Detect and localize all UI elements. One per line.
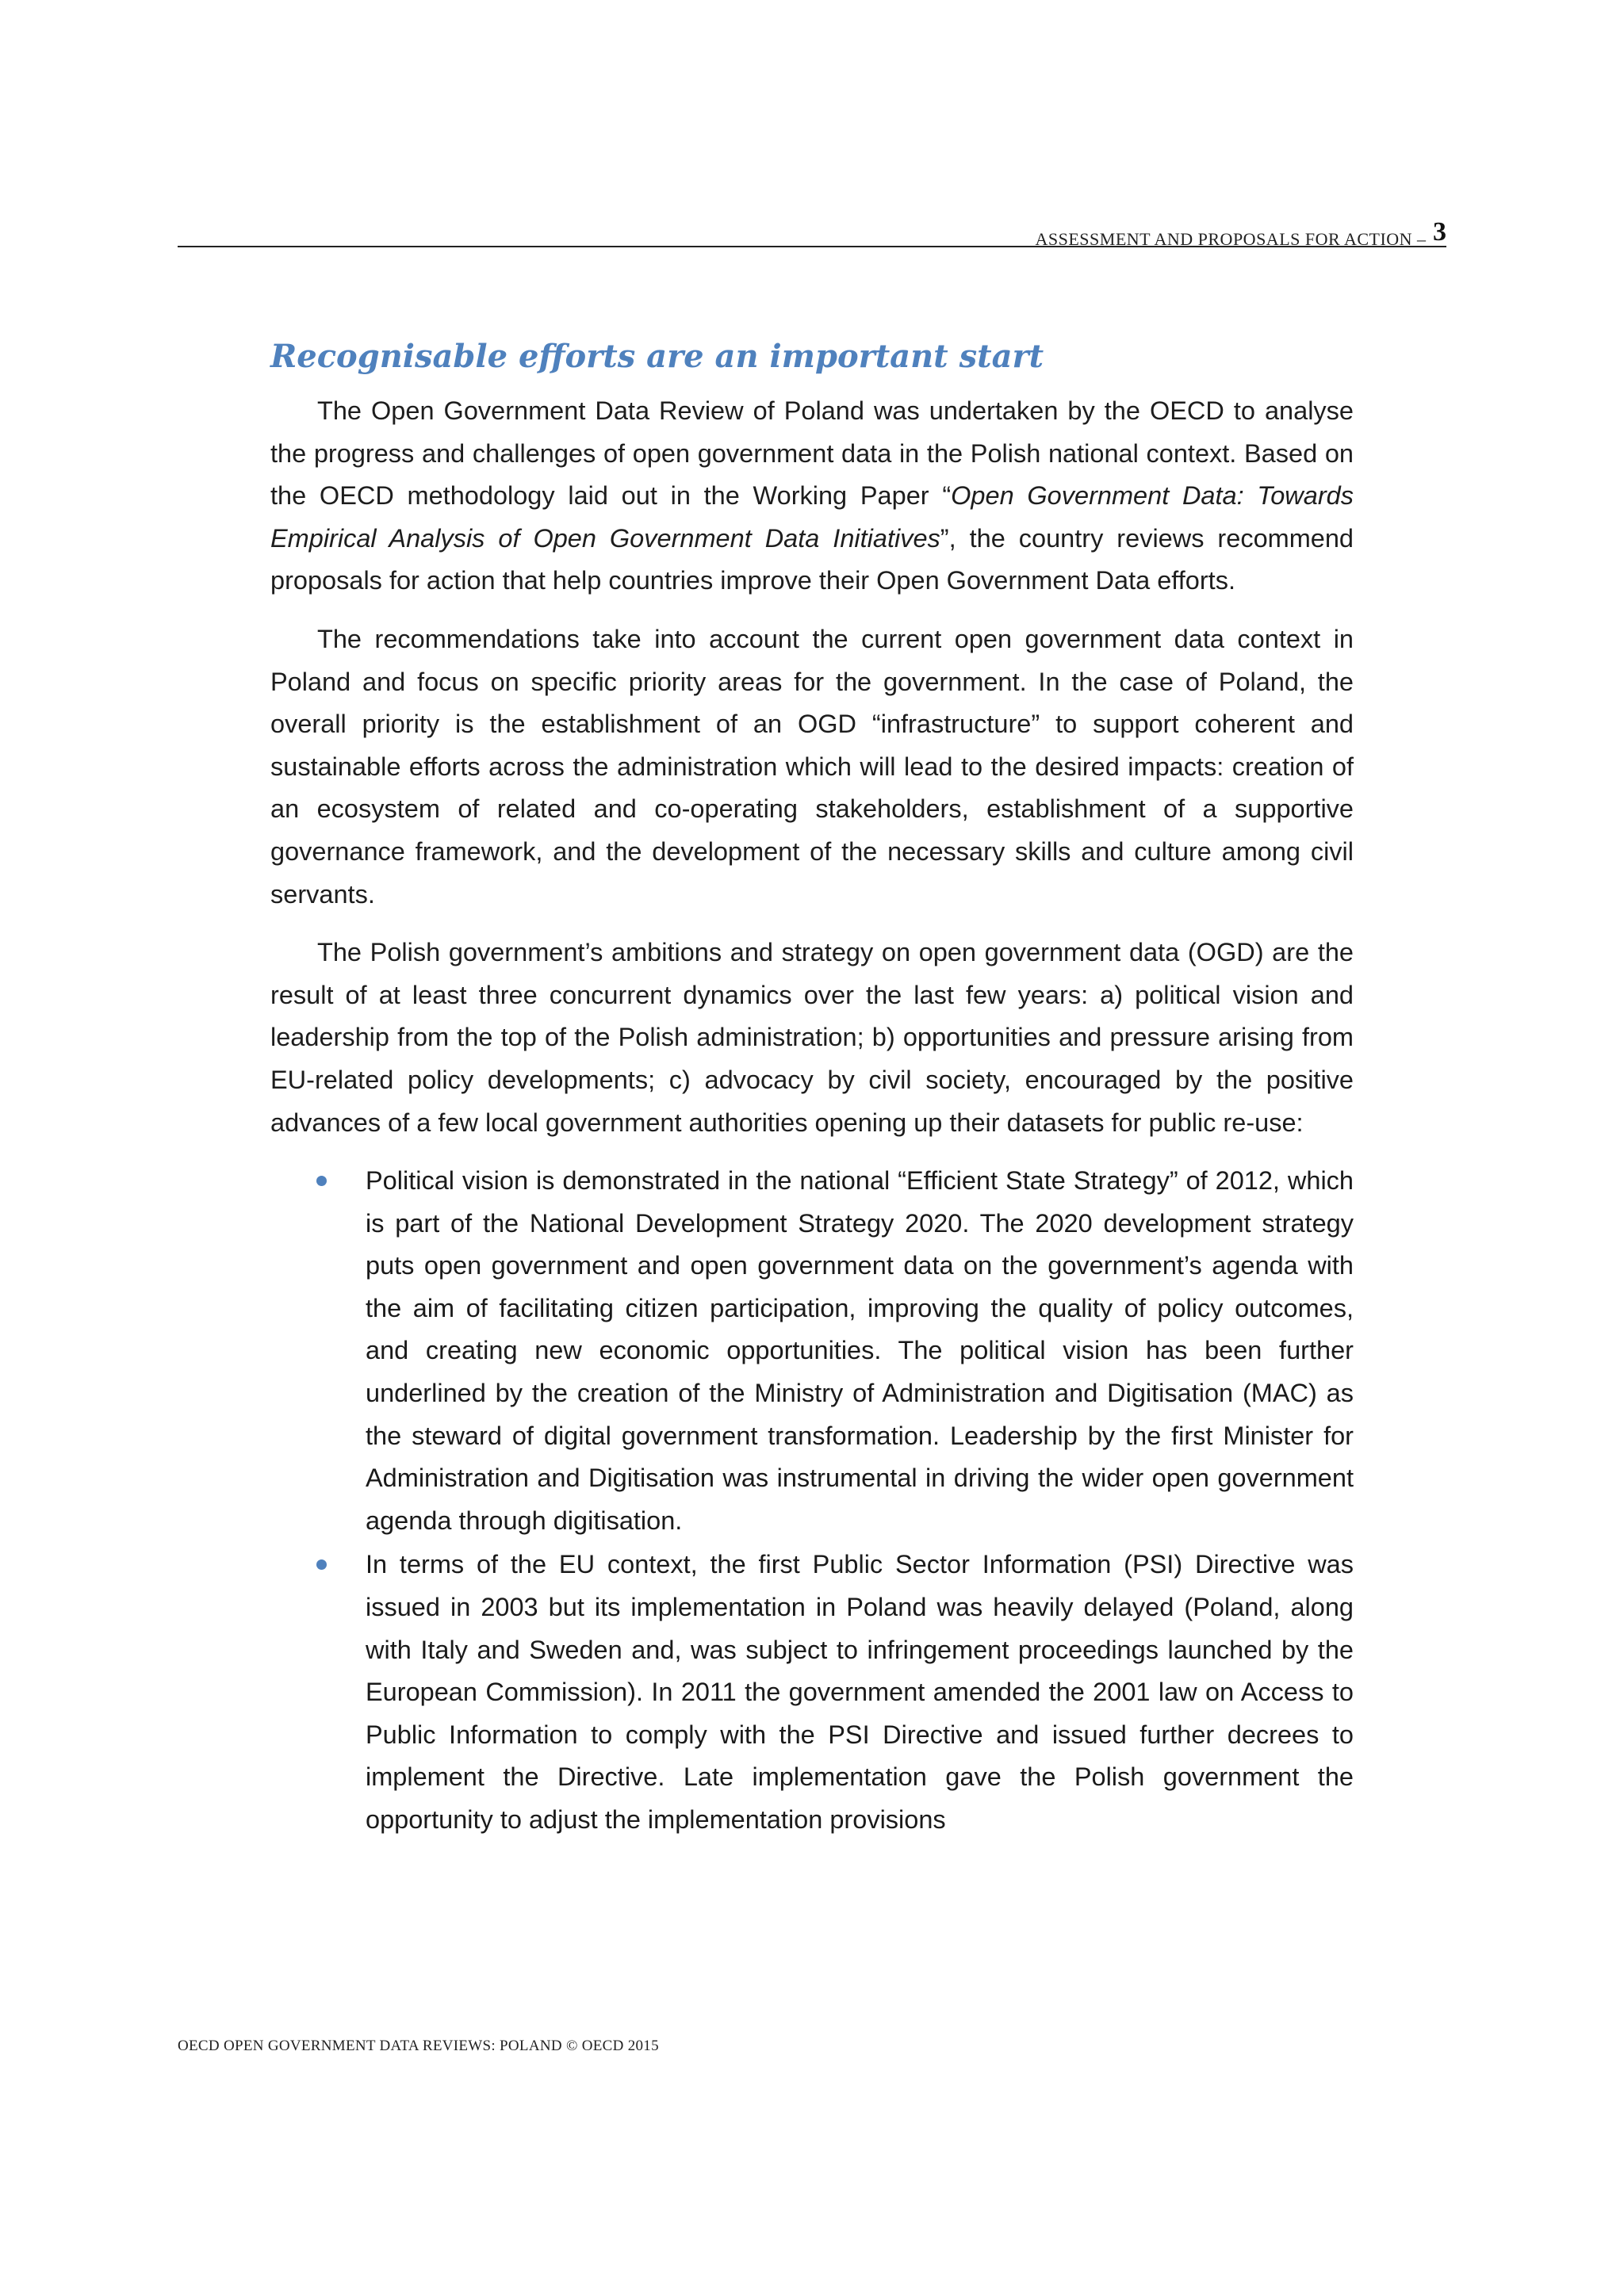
working-paper-title: Open Government Data: Towards Empirical Analysis of Open Government Data Initiatives: [270, 481, 1354, 553]
bullet-list: [270, 1160, 1354, 1842]
bullet-dot-icon: [316, 1176, 327, 1186]
page-footer: OECD OPEN GOVERNMENT DATA REVIEWS: POLAND © OECD 2015: [178, 2038, 659, 2054]
page-number: 3: [1433, 217, 1446, 247]
list-item: [366, 1544, 1354, 1841]
running-header-title: ASSESSMENT AND PROPOSALS FOR ACTION –: [1035, 229, 1427, 249]
main-content: [270, 331, 1354, 1843]
list-item-text: In terms of the EU context, the first Public Sector Information (PSI) Directive was issued in 2003 but its implementation in Poland was heavily delayed (Poland, along with Italy and Sweden and, was subject to infringement proceedings launched by the European Commission). In 2011 the government amended the 2001 law on Access to Public Information to comply with the PSI Directive and issued further decrees to implement the Directive. Late implementation gave the Polish government the opportunity to adjust the implementation provisions: [366, 1550, 1354, 1834]
paragraph-1: [270, 390, 1354, 603]
section-title: Recognisable efforts are an important start: [270, 338, 1044, 375]
paragraph-2: The recommendations take into account the current open government data context in Poland and focus on specific priority areas for the government. In the case of Poland, the overall priority is the establishment of an OGD “infrastructure” to support coherent and sustainable efforts across the administration which will lead to the desired impacts: creation of an ecosystem of related and co-operating stakeholders, establishment of a supportive governance framework, and the development of the necessary skills and culture among civil servants.: [270, 624, 1354, 909]
running-header: [178, 209, 1446, 247]
bullet-dot-icon: [316, 1559, 327, 1570]
paragraph-1-text-b: ”, the country reviews recommend proposals for action that help countries improve their Open Government Data efforts.: [270, 523, 1354, 595]
list-item: [366, 1160, 1354, 1542]
list-item-text: Political vision is demonstrated in the national “Efficient State Strategy” of 2012, which is part of the National Development Strategy 2020. The 2020 development strategy puts open government and open government data on the government’s agenda with the aim of facilitating citizen participation, improving the quality of policy outcomes, and creating new economic opportunities. The political vision has been further underlined by the creation of the Ministry of Administration and Digitisation (MAC) as the steward of digital government transformation. Leadership by the first Minister for Administration and Digitisation was instrumental in driving the wider open government agenda through digitisation.: [366, 1166, 1354, 1535]
paragraph-1-text-a: The Open Government Data Review of Poland was undertaken by the OECD to analyse the progress and challenges of open government data in the Polish national context. Based on the OECD methodology laid out in the Working Paper “: [270, 396, 1354, 511]
paragraph-3: The Polish government’s ambitions and strategy on open government data (OGD) are the result of at least three concurrent dynamics over the last few years: a) political vision and leadership from the top of the Polish administration; b) opportunities and pressure arising from EU-related policy developments; c) advocacy by civil society, encouraged by the positive advances of a few local government authorities opening up their datasets for public re-use:: [270, 938, 1354, 1137]
